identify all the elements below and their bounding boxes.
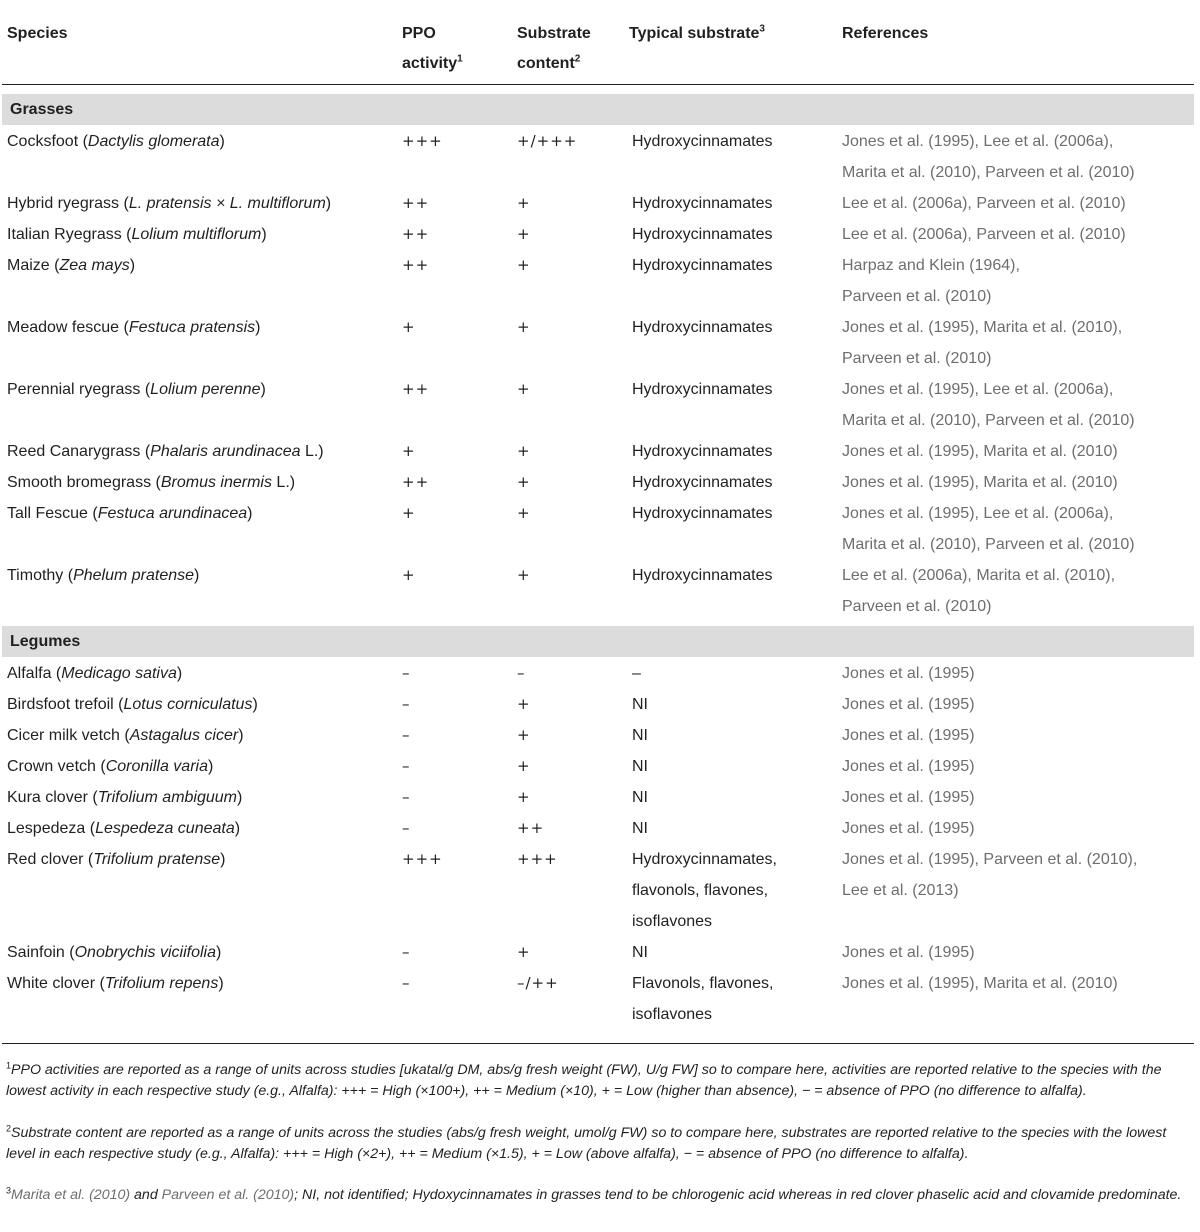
substrate-content-cell: + (517, 194, 531, 212)
reference-line[interactable]: Jones et al. (1995), Marita et al. (2010) (842, 474, 1118, 491)
table-row (0, 720, 1200, 751)
reference-line[interactable]: Lee et al. (2006a), Marita et al. (2010), (842, 567, 1116, 584)
typical-substrate-cell (632, 689, 648, 720)
substrate-content-cell: + (517, 943, 531, 961)
species-latin-name: Phalaris arundinacea (150, 443, 301, 460)
references-cell (842, 560, 1115, 622)
ppo-activity-cell: ++ (402, 225, 430, 243)
ppo-activity-cell: – (402, 664, 411, 682)
typical-substrate-cell (632, 219, 773, 250)
species-common-name: Italian Ryegrass ( (7, 226, 132, 243)
species-latin-name: Bromus inermis (160, 474, 272, 491)
species-cell (7, 498, 252, 529)
references-cell (842, 813, 975, 844)
species-common-name: Perennial ryegrass ( (7, 381, 151, 398)
species-close: L.) (300, 443, 324, 460)
ppo-activity-cell: +++ (402, 132, 443, 150)
species-close: ) (219, 133, 225, 150)
table-row (0, 374, 1200, 436)
species-common-name: Timothy ( (7, 567, 74, 584)
species-cell (7, 126, 225, 157)
typical-substrate-line: NI (632, 820, 648, 837)
species-cell (7, 188, 331, 219)
references-cell (842, 720, 975, 751)
typical-substrate-cell (632, 751, 648, 782)
typical-substrate-line: NI (632, 944, 648, 961)
references-cell (842, 937, 975, 968)
footnote-3-and: and (130, 1187, 162, 1203)
references-cell (842, 844, 1137, 906)
ppo-activity-cell: ++ (402, 473, 430, 491)
species-cell (7, 751, 213, 782)
species-common-name: Kura clover ( (7, 789, 98, 806)
typical-substrate-cell (632, 467, 773, 498)
typical-substrate-cell (632, 782, 648, 813)
ppo-activity-cell: + (402, 442, 416, 460)
species-common-name: Cocksfoot ( (7, 133, 88, 150)
references-cell (842, 782, 975, 813)
typical-substrate-line: Hydroxycinnamates (632, 133, 773, 150)
header-sub-line1: Substrate (517, 25, 591, 42)
substrate-content-cell: +/+++ (517, 132, 578, 150)
species-close: ) (237, 789, 243, 806)
references-cell (842, 498, 1135, 560)
species-close: ) (176, 665, 183, 682)
species-close: ) (238, 727, 244, 744)
header-rule (2, 84, 1194, 85)
typical-substrate-cell (632, 720, 648, 751)
ppo-activity-cell: – (402, 819, 411, 837)
table-row (0, 188, 1200, 219)
table-row (0, 436, 1200, 467)
species-latin-name: Zea mays (59, 257, 130, 274)
substrate-content-cell: –/++ (517, 974, 559, 992)
footnote-2 (6, 1123, 1194, 1165)
substrate-content-cell: + (517, 225, 531, 243)
typical-substrate-line: flavonols, flavones, (632, 882, 769, 899)
typical-substrate-cell (632, 188, 773, 219)
references-cell (842, 312, 1122, 374)
ppo-activity-cell: ++ (402, 194, 430, 212)
species-latin-name: Coronilla varia (105, 758, 208, 775)
typical-substrate-cell (632, 968, 773, 1030)
species-close: ) (234, 820, 241, 837)
species-close: ) (255, 319, 261, 336)
header-ppo-line1: PPO (402, 25, 436, 42)
ppo-activity-cell: +++ (402, 850, 443, 868)
table-row (0, 250, 1200, 312)
species-common-name: Red clover ( (7, 851, 94, 868)
species-latin-name: Lolium perenne (150, 381, 261, 398)
table-bottom-rule (2, 1043, 1194, 1044)
references-cell (842, 188, 1126, 219)
species-cell (7, 436, 324, 467)
species-common-name: Crown vetch ( (7, 758, 106, 775)
reference-line[interactable]: Jones et al. (1995), Marita et al. (2010) (842, 975, 1118, 992)
table-row (0, 937, 1200, 968)
substrate-content-cell: + (517, 318, 531, 336)
typical-substrate-cell (632, 498, 773, 529)
typical-substrate-cell (632, 436, 773, 467)
reference-line[interactable]: Jones et al. (1995) (842, 944, 975, 961)
typical-substrate-cell (632, 937, 648, 968)
species-latin-name: Medicago sativa (61, 665, 177, 682)
species-common-name: White clover ( (7, 975, 105, 992)
species-common-name: Meadow fescue ( (7, 319, 129, 336)
reference-line[interactable]: Jones et al. (1995) (842, 789, 975, 806)
species-close: ) (194, 567, 200, 584)
footnote-3-ref-marita[interactable]: Marita et al. (2010) (11, 1187, 131, 1203)
ppo-activity-cell: ++ (402, 380, 430, 398)
substrate-content-cell: + (517, 695, 531, 713)
header-ppo-line2: activity (402, 55, 458, 72)
typical-substrate-line: isoflavones (632, 1006, 713, 1023)
table-row (0, 467, 1200, 498)
reference-line[interactable]: Jones et al. (1995), Lee et al. (2006a), (842, 505, 1114, 522)
typical-substrate-line: NI (632, 727, 648, 744)
ppo-activity-cell: + (402, 566, 416, 584)
references-cell (842, 436, 1118, 467)
header-species: Species (7, 25, 68, 42)
references-cell (842, 658, 975, 689)
table-row (0, 560, 1200, 622)
substrate-content-cell: + (517, 442, 531, 460)
footnote-3 (6, 1185, 1194, 1206)
species-cell (7, 560, 199, 591)
references-cell (842, 751, 975, 782)
substrate-content-cell: + (517, 380, 531, 398)
substrate-content-cell: + (517, 788, 531, 806)
species-close: ) (261, 226, 267, 243)
reference-line[interactable]: Marita et al. (2010), Parveen et al. (2010) (842, 536, 1135, 553)
reference-line[interactable]: Jones et al. (1995) (842, 665, 975, 682)
section-legumes (2, 626, 1194, 657)
ppo-activity-cell: – (402, 943, 411, 961)
typical-substrate-line: Hydroxycinnamates (632, 257, 773, 274)
species-common-name: Reed Canarygrass ( (7, 443, 151, 460)
references-cell (842, 689, 975, 720)
species-close: ) (247, 505, 253, 522)
substrate-content-cell: + (517, 726, 531, 744)
typical-substrate-line: Flavonols, flavones, (632, 975, 774, 992)
section-grasses (2, 94, 1194, 125)
ppo-activity-cell: + (402, 318, 416, 336)
species-latin-name: Trifolium repens (104, 975, 219, 992)
reference-line[interactable]: Jones et al. (1995) (842, 696, 975, 713)
header-references: References (842, 25, 929, 42)
table-row (0, 126, 1200, 188)
typical-substrate-cell (632, 560, 773, 591)
table-row (0, 219, 1200, 250)
species-latin-name: Phelum pratense (73, 567, 195, 584)
reference-line[interactable]: Lee et al. (2006a), Parveen et al. (2010) (842, 226, 1126, 243)
reference-line[interactable]: Jones et al. (1995) (842, 820, 975, 837)
section-legumes-label: Legumes (10, 633, 81, 650)
typical-substrate-line: Hydroxycinnamates (632, 567, 773, 584)
table-row (0, 844, 1200, 937)
species-close: ) (325, 195, 332, 212)
species-cell (7, 658, 182, 689)
species-latin-name: Lespedeza cuneata (95, 820, 235, 837)
reference-line[interactable]: Marita et al. (2010), Parveen et al. (2010) (842, 412, 1135, 429)
header-substrate-content (517, 19, 591, 79)
species-cell (7, 374, 266, 405)
species-cell (7, 782, 242, 813)
typical-substrate-line: Hydroxycinnamates (632, 226, 773, 243)
species-close: ) (252, 696, 258, 713)
references-cell (842, 250, 1020, 312)
ppo-activity-cell: – (402, 695, 411, 713)
species-close: ) (207, 758, 214, 775)
species-common-name: Smooth bromegrass ( (7, 474, 161, 491)
table-row (0, 751, 1200, 782)
species-close: ) (215, 944, 222, 961)
typical-substrate-cell (632, 250, 773, 281)
typical-substrate-cell (632, 374, 773, 405)
species-close: L.) (271, 474, 296, 491)
species-latin-name: Onobrychis viciifolia (74, 944, 216, 961)
species-latin-name: Dactylis glomerata (87, 133, 220, 150)
ppo-activity-cell: – (402, 788, 411, 806)
reference-line[interactable]: Jones et al. (1995) (842, 727, 975, 744)
substrate-content-cell: + (517, 566, 531, 584)
typical-substrate-line: NI (632, 789, 648, 806)
ppo-activity-cell: – (402, 726, 411, 744)
typical-substrate-line: NI (632, 696, 648, 713)
typical-substrate-line: Hydroxycinnamates, (632, 851, 777, 868)
species-common-name: Maize ( (7, 257, 60, 274)
footnote-1 (6, 1060, 1194, 1102)
substrate-content-cell: +++ (517, 850, 558, 868)
header-typical-label: Typical substrate (629, 25, 760, 42)
substrate-content-cell: – (517, 664, 526, 682)
table-row (0, 498, 1200, 560)
reference-line[interactable]: Jones et al. (1995), Marita et al. (2010) (842, 443, 1118, 460)
typical-substrate-line: Hydroxycinnamates (632, 195, 773, 212)
footnote-2-text: Substrate content are reported as a range of units across the studies (abs/g fresh weight, umol/g FW) so to compare here, substrates are reported relative to the species with the lowest level in each respective study (e.g., Alfalfa): +++ = High (×2+), ++ = Medium (×1.5), + = Low (above alfalfa), − = absence of PPO (no difference to alfalfa). (6, 1125, 1167, 1162)
table-row (0, 689, 1200, 720)
references-cell (842, 219, 1126, 250)
substrate-content-cell: + (517, 256, 531, 274)
footnote-3-ref-parveen[interactable]: Parveen et al. (2010) (161, 1187, 295, 1203)
ppo-activity-cell: + (402, 504, 416, 522)
species-cell (7, 312, 260, 343)
species-common-name: Sainfoin ( (7, 944, 75, 961)
species-cell (7, 937, 221, 968)
species-cell (7, 844, 225, 875)
reference-line[interactable]: Jones et al. (1995), Parveen et al. (2010), (842, 851, 1138, 868)
header-ppo-sup: 1 (457, 53, 463, 65)
ppo-activity-cell: – (402, 757, 411, 775)
reference-line[interactable]: Jones et al. (1995), Marita et al. (2010), (842, 319, 1123, 336)
species-common-name: Birdsfoot trefoil ( (7, 696, 124, 713)
table-row (0, 968, 1200, 1030)
reference-line[interactable]: Marita et al. (2010), Parveen et al. (2010) (842, 164, 1135, 181)
typical-substrate-line: Hydroxycinnamates (632, 381, 773, 398)
table-row (0, 813, 1200, 844)
species-latin-name: Trifolium pratense (93, 851, 221, 868)
typical-substrate-line: – (632, 665, 641, 682)
table-row (0, 782, 1200, 813)
species-latin-name: Festuca pratensis (128, 319, 256, 336)
header-sub-line2: content (517, 55, 575, 72)
species-latin-name: Lolium multiflorum (131, 226, 262, 243)
typical-substrate-line: Hydroxycinnamates (632, 474, 773, 491)
species-close: ) (220, 851, 226, 868)
references-cell (842, 126, 1135, 188)
section-grasses-label: Grasses (10, 101, 74, 118)
species-close: ) (260, 381, 266, 398)
typical-substrate-cell (632, 658, 641, 689)
typical-substrate-line: Hydroxycinnamates (632, 505, 773, 522)
typical-substrate-line: NI (632, 758, 648, 775)
table-row (0, 658, 1200, 689)
species-cell (7, 813, 240, 844)
species-cell (7, 689, 258, 720)
species-cell (7, 720, 244, 751)
species-common-name: Lespedeza ( (7, 820, 96, 837)
species-cell (7, 250, 135, 281)
species-close: ) (218, 975, 224, 992)
footnote-3-mark: 3 (6, 1185, 12, 1196)
species-latin-name: Astagalus cicer (129, 727, 239, 744)
typical-substrate-cell (632, 312, 773, 343)
substrate-content-cell: + (517, 757, 531, 775)
typical-substrate-cell (632, 126, 773, 157)
references-cell (842, 467, 1118, 498)
species-cell (7, 968, 224, 999)
footnote-3-text: ; NI, not identified; Hydoxycinnamates in grasses tend to be chlorogenic acid whereas in red clover phaselic acid and clovamide predominate. (294, 1187, 1182, 1203)
reference-line[interactable]: Parveen et al. (2010) (842, 598, 992, 615)
species-cell (7, 219, 267, 250)
reference-line[interactable]: Jones et al. (1995), Lee et al. (2006a), (842, 381, 1114, 398)
reference-line[interactable]: Parveen et al. (2010) (842, 288, 992, 305)
reference-line[interactable]: Harpaz and Klein (1964), (842, 257, 1020, 274)
header-sub-sup: 2 (574, 53, 581, 65)
typical-substrate-line: isoflavones (632, 913, 713, 930)
species-common-name: Tall Fescue ( (7, 505, 98, 522)
typical-substrate-line: Hydroxycinnamates (632, 443, 773, 460)
typical-substrate-cell (632, 844, 777, 937)
ppo-activity-cell: ++ (402, 256, 430, 274)
reference-line[interactable]: Jones et al. (1995) (842, 758, 975, 775)
reference-line[interactable]: Lee et al. (2006a), Parveen et al. (2010) (842, 195, 1126, 212)
references-cell (842, 374, 1135, 436)
species-latin-name: Lotus corniculatus (123, 696, 253, 713)
substrate-content-cell: ++ (517, 819, 545, 837)
substrate-content-cell: + (517, 504, 531, 522)
header-ppo-activity (402, 19, 463, 79)
reference-line[interactable]: Jones et al. (1995), Lee et al. (2006a), (842, 133, 1114, 150)
footnote-1-mark: 1 (6, 1060, 12, 1071)
typical-substrate-cell (632, 813, 648, 844)
footnote-2-mark: 2 (6, 1123, 12, 1134)
species-common-name: Cicer milk vetch ( (7, 727, 130, 744)
ppo-activity-cell: – (402, 974, 411, 992)
species-common-name: Hybrid ryegrass ( (7, 195, 129, 212)
reference-line[interactable]: Parveen et al. (2010) (842, 350, 992, 367)
species-close: ) (129, 257, 136, 274)
species-cell (7, 467, 295, 498)
footnote-1-text: PPO activities are reported as a range of units across studies [ukatal/g DM, abs/g fresh weight (FW), U/g FW] so to compare here, activities are reported relative to the species with the lowest activity in each respective study (e.g., Alfalfa): +++ = High (×100+), ++ = Medium (×10), + = Low (higher than absence), − = absence of PPO (no difference to alfalfa). (6, 1062, 1162, 1099)
reference-line[interactable]: Lee et al. (2013) (842, 882, 959, 899)
species-latin-name: Trifolium ambiguum (97, 789, 237, 806)
substrate-content-cell: + (517, 473, 531, 491)
table-header (0, 0, 1200, 84)
header-typical-sup: 3 (759, 23, 765, 35)
header-typical-substrate (629, 19, 765, 49)
references-cell (842, 968, 1118, 999)
species-latin-name: Festuca arundinacea (97, 505, 248, 522)
table-row (0, 312, 1200, 374)
species-latin-name: L. pratensis × L. multiflorum (128, 195, 326, 212)
typical-substrate-line: Hydroxycinnamates (632, 319, 773, 336)
species-common-name: Alfalfa ( (7, 665, 62, 682)
